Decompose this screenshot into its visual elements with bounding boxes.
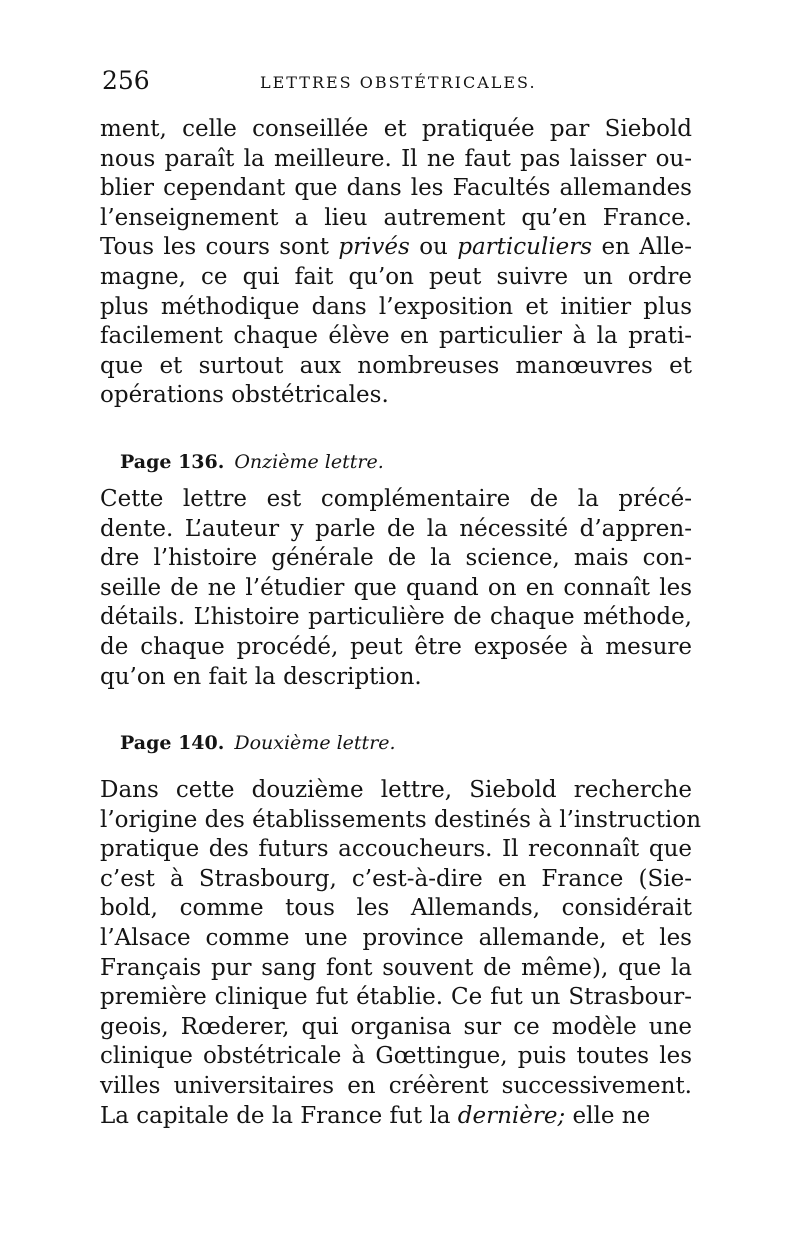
text-line: La capitale de la France fut la dernière; elle ne	[100, 1102, 651, 1129]
text-line: Dans cette douzième lettre, Siebold recherche	[100, 777, 692, 803]
paragraph-2	[100, 485, 692, 692]
text-line: Tous les cours sont privés ou particuliers en Alle-	[100, 234, 692, 261]
italic-text: dernière;	[457, 1102, 566, 1129]
text-line: plus méthodique dans l’exposition et initier plus	[100, 293, 692, 320]
text-line: qu’on en fait la description.	[100, 663, 422, 690]
paragraph-3	[100, 776, 702, 1131]
text-line: facilement chaque élève en particulier à la prati-	[100, 323, 692, 350]
italic-text: particuliers	[457, 234, 593, 261]
reference-title: Douxième lettre.	[234, 732, 396, 754]
reference-title: Onzième lettre.	[234, 451, 384, 473]
text-line: bold, comme tous les Allemands, considérait	[100, 895, 692, 922]
running-title: LETTRES OBSTÉTRICALES.	[260, 73, 537, 92]
section-reference-1	[120, 451, 384, 473]
text-line: Cette lettre est complémentaire de la précé-	[100, 486, 692, 512]
text-line: dente. L’auteur y parle de la nécessité d’appren-	[100, 515, 692, 542]
text-line: ment, celle conseillée et pratiquée par Siebold	[100, 116, 692, 142]
text-line: nous paraît la meilleure. Il ne faut pas laisser ou-	[100, 145, 692, 172]
text-line: que et surtout aux nombreuses manœuvres et	[100, 352, 692, 379]
text-line: l’Alsace comme une province allemande, et les	[100, 924, 692, 951]
text-line: pratique des futurs accoucheurs. Il reconnaît que	[100, 836, 692, 863]
text-line: c’est à Strasbourg, c’est-à-dire en France (Sie-	[100, 865, 692, 892]
reference-page: Page 136.	[120, 451, 225, 473]
text-line: opérations obstétricales.	[100, 382, 389, 409]
text-line: magne, ce qui fait qu’on peut suivre un ordre	[100, 263, 692, 290]
text-line: l’origine des établissements destinés à l’instruction	[100, 806, 702, 833]
text-line: première clinique fut établie. Ce fut un Strasbour-	[100, 984, 692, 1011]
text-line: villes universitaires en créèrent successivement.	[100, 1072, 692, 1099]
text-line: seille de ne l’étudier que quand on en connaît les	[100, 574, 692, 601]
paragraph-1	[100, 115, 692, 411]
page-number: 256	[102, 66, 150, 95]
text-line: clinique obstétricale à Gœttingue, puis toutes les	[100, 1043, 692, 1070]
text-line: Français pur sang font souvent de même), que la	[100, 954, 692, 981]
text-line: détails. L’histoire particulière de chaque méthode,	[100, 604, 692, 631]
text-line: blier cependant que dans les Facultés allemandes	[100, 175, 692, 202]
text-line: geois, Rœderer, qui organisa sur ce modèle une	[100, 1013, 692, 1040]
text-line: de chaque procédé, peut être exposée à mesure	[100, 633, 692, 660]
section-reference-2	[120, 732, 396, 754]
italic-text: privés	[338, 234, 410, 261]
running-head	[100, 66, 692, 106]
text-line: dre l’histoire générale de la science, mais con-	[100, 545, 692, 572]
reference-page: Page 140.	[120, 732, 225, 754]
text-line: l’enseignement a lieu autrement qu’en France.	[100, 204, 692, 231]
